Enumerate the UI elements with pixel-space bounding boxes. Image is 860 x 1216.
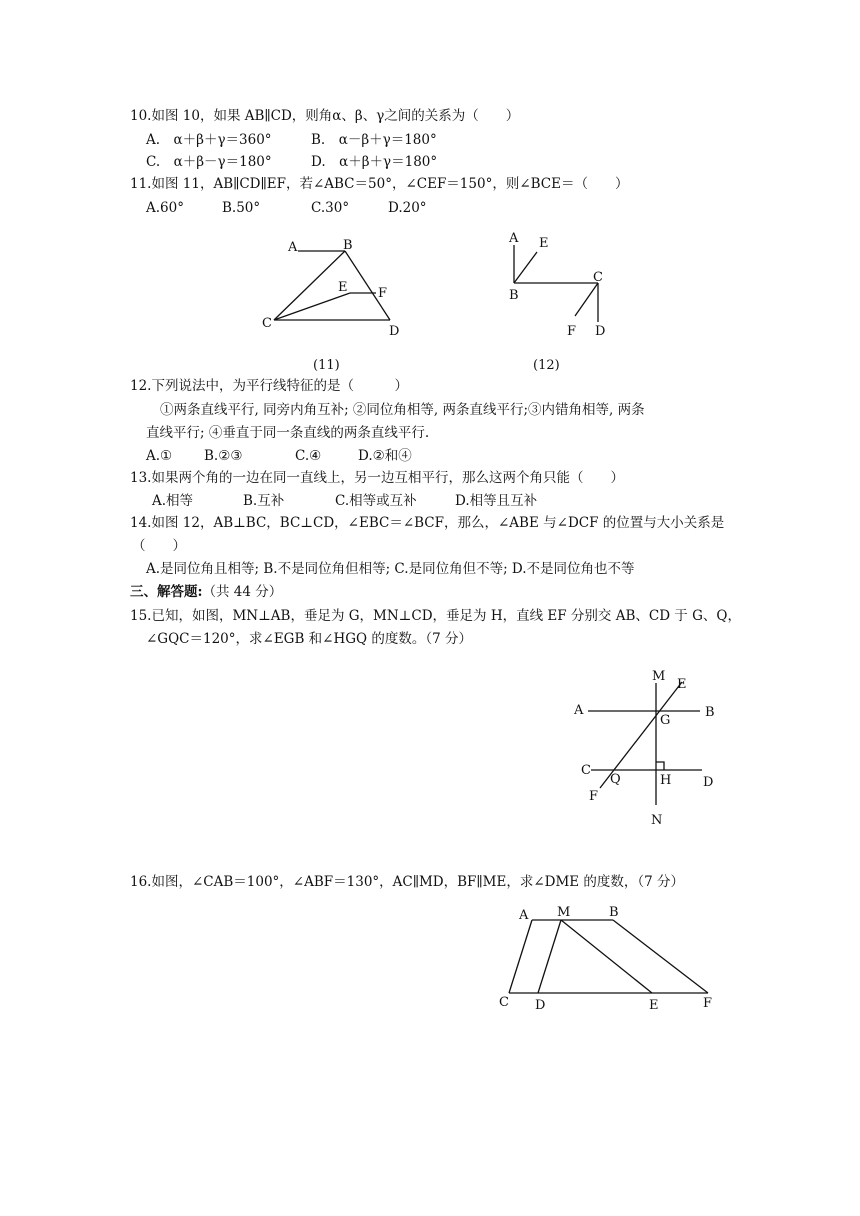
q11-option-a: A.60°	[146, 200, 184, 216]
q12-option-a: A.①	[146, 448, 173, 464]
figure-11	[274, 251, 390, 320]
fig16-label-c: C	[499, 995, 509, 1010]
q13-stem: 13.如果两个角的一边在同一直线上，另一边互相平行，那么这两个角只能（ ）	[130, 470, 624, 486]
fig15-label-f: F	[589, 789, 599, 804]
fig15-label-c: C	[581, 763, 591, 778]
q13-option-a: A.相等	[152, 493, 194, 509]
fig15-label-d: D	[703, 775, 714, 790]
q12-stem: 12.下列说法中，为平行线特征的是（ ）	[130, 378, 408, 394]
q12-option-c: C.④	[295, 448, 322, 464]
fig12-label-b: B	[509, 288, 519, 303]
q10-option-b: B. α－β＋γ＝180°	[311, 132, 437, 148]
q11-stem: 11.如图 11，AB∥CD∥EF，若∠ABC＝50°，∠CEF＝150°，则∠BCE＝（ ）	[130, 176, 629, 192]
fig16-label-f: F	[703, 996, 713, 1011]
fig15-label-n: N	[651, 813, 663, 828]
fig16-label-e: E	[649, 998, 659, 1013]
q11-option-d: D.20°	[388, 200, 427, 216]
fig11-caption: (11)	[313, 358, 340, 373]
figure-15	[588, 682, 702, 805]
q13-option-d: D.相等且互补	[455, 493, 538, 509]
q15-line1: 15.已知，如图，MN⊥AB，垂足为 G，MN⊥CD，垂足为 H，直线 EF 分别交 AB、CD 于 G、Q，	[130, 608, 741, 624]
fig15-label-m: M	[652, 669, 666, 684]
q14-stem: 14.如图 12，AB⊥BC，BC⊥CD，∠EBC＝∠BCF，那么，∠ABE 与∠DCF 的位置与大小关系是	[130, 515, 725, 531]
section-3-heading	[130, 583, 282, 601]
q13-option-b: B.互补	[243, 493, 285, 509]
fig15-label-h: H	[660, 773, 672, 788]
q15-line2: ∠GQC＝120°，求∠EGB 和∠HGQ 的度数。（7 分）	[146, 631, 473, 647]
fig11-label-e: E	[338, 280, 348, 295]
q14-answer-paren: （ ）	[132, 538, 186, 554]
fig15-label-e: E	[677, 677, 687, 692]
fig11-label-f: F	[378, 286, 388, 301]
q16-line1: 16.如图，∠CAB＝100°，∠ABF＝130°，AC∥MD，BF∥ME，求∠DME 的度数，（7 分）	[130, 874, 685, 890]
q12-option-d: D.②和④	[358, 448, 412, 464]
q14-options: A.是同位角且相等; B.不是同位角但相等; C.是同位角但不等; D.不是同位角也不等	[146, 561, 635, 577]
fig12-label-e: E	[539, 236, 549, 251]
fig15-label-b: B	[705, 705, 715, 720]
figure-16	[509, 920, 708, 993]
q13-option-c: C.相等或互补	[335, 493, 417, 509]
fig12-label-c: C	[593, 270, 603, 285]
section-3-title: 三、解答题:	[130, 584, 203, 600]
fig15-label-q: Q	[610, 772, 621, 787]
fig12-label-d: D	[595, 324, 606, 339]
fig11-label-a: A	[288, 240, 298, 255]
fig12-label-a: A	[509, 231, 519, 246]
q11-option-c: C.30°	[311, 200, 350, 216]
figure-12	[514, 245, 598, 322]
q12-statements-line1: ①两条直线平行, 同旁内角互补; ②同位角相等, 两条直线平行;③内错角相等, 两条	[160, 402, 645, 418]
q12-option-b: B.②③	[204, 448, 243, 464]
q10-option-d: D. α＋β＋γ＝180°	[311, 154, 438, 170]
q10-stem: 10.如图 10，如果 AB∥CD，则角α、β、γ之间的关系为（ ）	[130, 108, 520, 124]
fig16-label-m: M	[557, 905, 571, 920]
q10-option-c: C. α＋β－γ＝180°	[146, 154, 272, 170]
q10-option-a: A. α＋β＋γ＝360°	[146, 132, 272, 148]
fig16-label-b: B	[609, 905, 619, 920]
q12-statements-line2: 直线平行; ④垂直于同一条直线的两条直线平行.	[146, 425, 430, 441]
fig15-label-a: A	[574, 703, 584, 718]
fig16-label-a: A	[519, 908, 529, 923]
fig16-label-d: D	[535, 998, 546, 1013]
fig12-label-f: F	[567, 324, 577, 339]
fig11-label-d: D	[389, 324, 400, 339]
fig11-label-c: C	[262, 316, 272, 331]
section-3-score: （共 44 分）	[202, 584, 283, 600]
fig12-caption: (12)	[533, 358, 560, 373]
q11-option-b: B.50°	[222, 200, 261, 216]
fig11-label-b: B	[343, 238, 353, 253]
fig15-label-g: G	[660, 713, 671, 728]
